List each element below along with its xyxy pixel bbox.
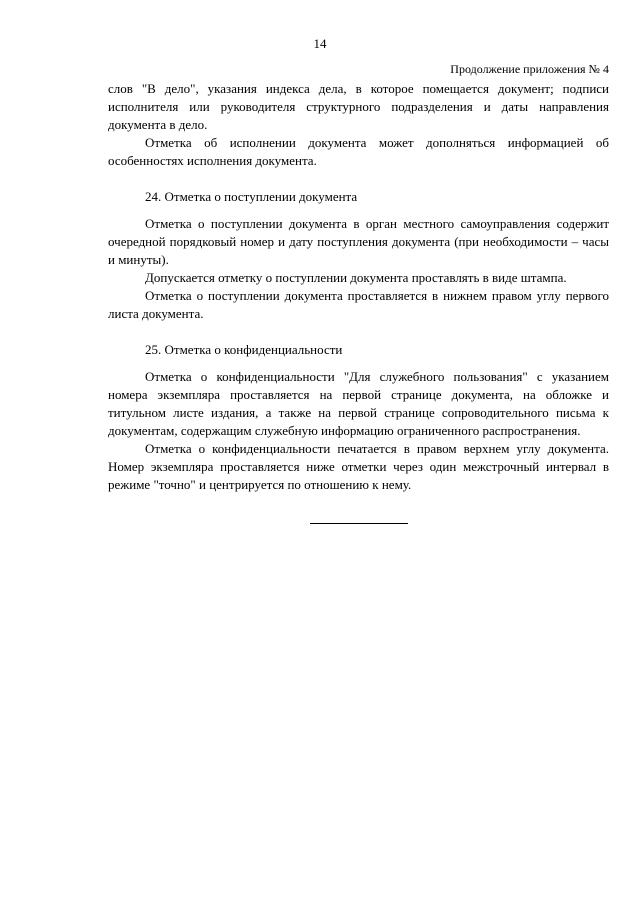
page-number: 14	[313, 36, 327, 51]
paragraph-receipt-stamp: Допускается отметку о поступлении документа проставлять в виде штампа.	[145, 270, 567, 285]
paragraph-continued: слов "В дело", указания индекса дела, в которое помещается документ; подписи исполнителя или руководителя структурного подразделения и даты направления документа в дело.	[108, 81, 609, 132]
section-heading-24: 24. Отметка о поступлении документа	[145, 189, 358, 204]
paragraph-receipt-position: Отметка о поступлении документа проставляется в нижнем правом углу первого листа документа.	[108, 288, 609, 321]
end-of-text-rule	[310, 523, 408, 524]
paragraph-receipt-mark-content: Отметка о поступлении документа в орган местного самоуправления содержит очередной порядковый номер и дату поступления документа (при необходимости – часы и минуты).	[108, 216, 609, 267]
document-body	[108, 80, 609, 494]
appendix-continuation-note: Продолжение приложения № 4	[450, 62, 609, 76]
section-heading-25: 25. Отметка о конфиденциальности	[145, 342, 343, 357]
paragraph-execution-mark: Отметка об исполнении документа может дополняться информацией об особенностях исполнения документа.	[108, 135, 609, 168]
paragraph-confidentiality-position: Отметка о конфиденциальности печатается в правом верхнем углу документа. Номер экземпляра проставляется ниже отметки через один межстрочный интервал в режиме "точно" и центрируется по отношению к нему.	[108, 441, 609, 492]
paragraph-confidentiality-mark: Отметка о конфиденциальности "Для служебного пользования" с указанием номера экземпляра проставляется на первой странице документа, на обложке и титульном листе издания, а также на первой странице сопроводительного письма к документам, содержащим служебную информацию ограниченного распространения.	[108, 369, 609, 438]
